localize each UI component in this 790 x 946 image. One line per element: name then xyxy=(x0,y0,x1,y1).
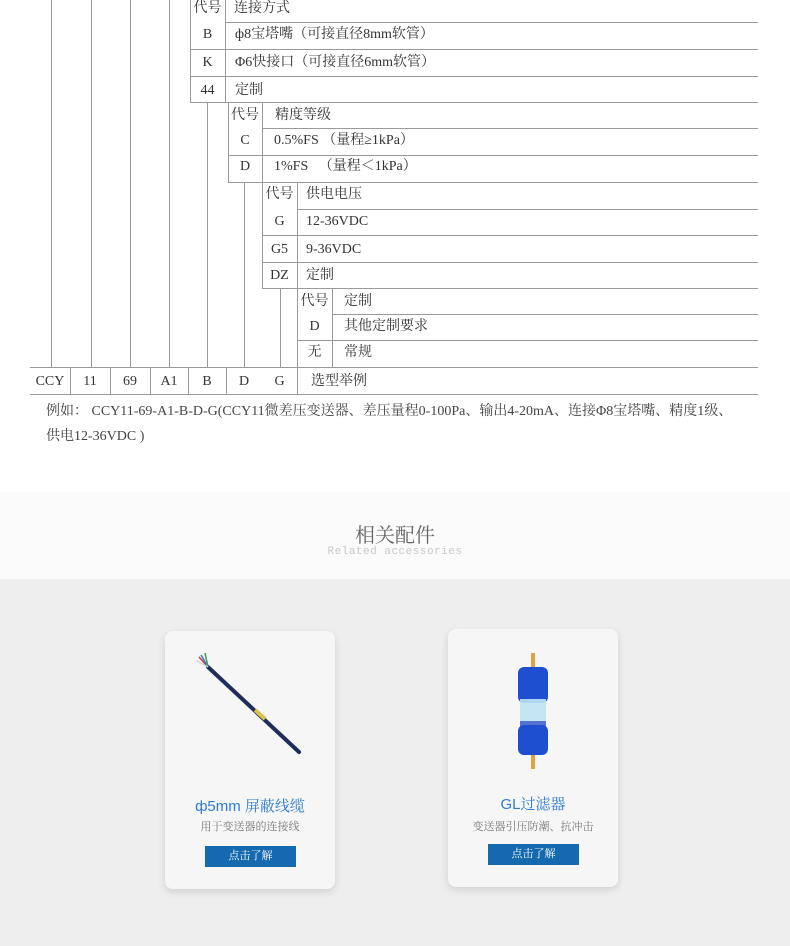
accessory-title: GL过滤器 xyxy=(500,796,566,813)
table-line xyxy=(225,0,226,103)
accessory-card-filter[interactable] xyxy=(448,629,618,887)
code-cell: G xyxy=(274,214,285,229)
table-line xyxy=(262,128,758,129)
gl-filter-image xyxy=(448,629,618,779)
code-cell: B xyxy=(202,27,213,42)
code-header: 代号 xyxy=(265,187,294,202)
accuracy-header: 精度等级 xyxy=(275,108,331,123)
code-cell: C xyxy=(240,133,250,148)
code-cell: DZ xyxy=(270,268,289,283)
voltage-header: 供电电压 xyxy=(306,187,362,202)
code-cell: 无 xyxy=(307,345,322,360)
code-header: 代号 xyxy=(193,1,222,16)
table-line xyxy=(190,76,758,77)
example-label: 选型举例 xyxy=(311,374,367,389)
example-cell: 69 xyxy=(123,374,137,389)
table-line xyxy=(91,0,92,367)
code-cell: G5 xyxy=(270,242,289,257)
table-line xyxy=(297,340,758,341)
table-line xyxy=(262,262,758,263)
code-cell: K xyxy=(202,55,213,70)
example-cell: A1 xyxy=(160,374,178,389)
table-line xyxy=(298,209,758,210)
table-line xyxy=(262,288,758,289)
table-line xyxy=(280,289,281,367)
desc-cell: 1%FS （量程＜1kPa） xyxy=(274,159,417,174)
table-line xyxy=(332,314,758,315)
table-line xyxy=(244,183,245,367)
accessories-area xyxy=(0,579,790,946)
accessory-desc: 变送器引压防潮、抗冲击 xyxy=(472,821,594,833)
desc-cell: ф8宝塔嘴（可接直径8mm软管） xyxy=(235,27,434,42)
desc-cell: 定制 xyxy=(235,83,263,98)
table-line xyxy=(228,182,758,183)
table-line xyxy=(207,103,208,367)
table-line xyxy=(228,155,758,156)
example-cell: B xyxy=(202,374,212,389)
desc-cell: 定制 xyxy=(306,268,334,283)
table-line xyxy=(190,102,758,103)
table-line xyxy=(30,367,758,368)
code-header: 代号 xyxy=(231,108,259,123)
table-line xyxy=(297,183,298,289)
example-cell: 11 xyxy=(83,374,97,389)
table-line xyxy=(30,394,758,395)
learn-more-button[interactable]: 点击了解 xyxy=(488,844,579,865)
table-line xyxy=(225,22,758,23)
desc-cell: 其他定制要求 xyxy=(344,319,428,334)
code-cell: D xyxy=(239,159,251,174)
shielded-cable-image xyxy=(165,631,335,781)
connection-header: 连接方式 xyxy=(234,1,290,16)
model-code-table xyxy=(0,0,790,470)
table-line xyxy=(169,0,170,367)
section-title: 相关配件 xyxy=(355,525,435,547)
code-cell: D xyxy=(309,319,320,334)
table-line xyxy=(262,103,263,183)
code-cell: 44 xyxy=(200,83,215,98)
custom-header: 定制 xyxy=(344,294,372,309)
desc-cell: Φ6快接口（可接直径6mm软管） xyxy=(235,55,436,70)
example-cell: CCY xyxy=(35,374,65,389)
table-line xyxy=(51,0,52,367)
example-cell: G xyxy=(274,374,285,389)
desc-cell: 0.5%FS （量程≥1kPa） xyxy=(274,133,414,148)
accessory-desc: 用于变送器的连接线 xyxy=(200,821,300,833)
desc-cell: 12-36VDC xyxy=(306,214,369,229)
accessory-title: ф5mm 屏蔽线缆 xyxy=(195,798,305,815)
section-subtitle: Related accessories xyxy=(327,546,463,558)
desc-cell: 9-36VDC xyxy=(306,242,362,257)
learn-more-button[interactable]: 点击了解 xyxy=(205,846,296,867)
table-line xyxy=(130,0,131,367)
code-header: 代号 xyxy=(300,294,329,309)
table-line xyxy=(332,289,333,367)
table-line xyxy=(190,49,758,50)
table-line xyxy=(297,367,298,394)
example-description: 例如： CCY11-69-A1-B-D-G(CCY11微差压变送器、差压量程0-100Pa、输出4-20mA、连接Φ8宝塔嘴、精度1级、供电12-36VDC ) xyxy=(46,404,733,444)
accessory-card-cable[interactable] xyxy=(165,631,335,889)
table-line xyxy=(262,235,758,236)
desc-cell: 常规 xyxy=(344,345,372,360)
example-cell: D xyxy=(238,374,250,389)
